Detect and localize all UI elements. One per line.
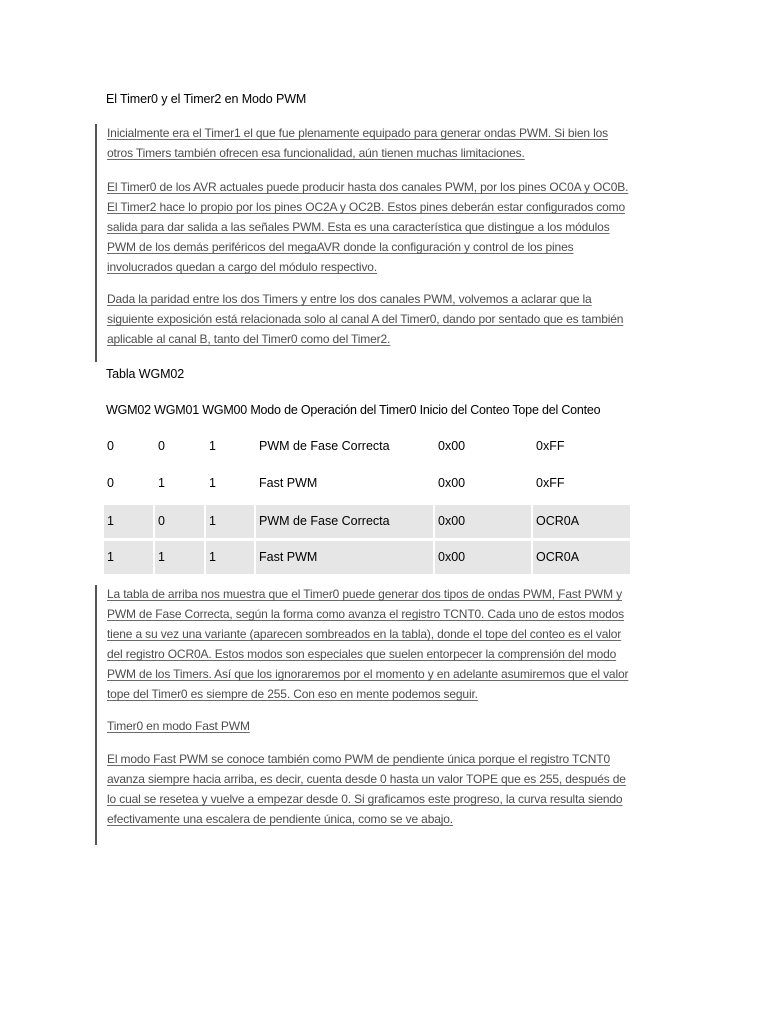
paragraph-timer0-channels: El Timer0 de los AVR actuales puede producir hasta dos canales PWM, por los pines OC0A y OC0B. El Timer2 hace lo propio por los pines OC2A y OC2B. Estos pines deberán estar configurados como salida para dar salida a las señales PWM. Esta es una característica que distingue a los módulos PWM de los demás periféricos del megaAVR donde la configuración y control de los pines involucrados quedan a cargo del módulo respectivo. <box>107 180 629 274</box>
table-row-shaded <box>104 541 630 574</box>
table-cell: 0x00 <box>438 439 466 453</box>
table-cell: 1 <box>155 541 204 574</box>
table-header: WGM02 WGM01 WGM00 Modo de Operación del Timer0 Inicio del Conteo Tope del Conteo <box>106 403 601 417</box>
change-bar-top <box>95 124 97 362</box>
table-row-shaded <box>104 505 630 538</box>
paragraph-fast-pwm: El modo Fast PWM se conoce también como PWM de pendiente única porque el registro TCNT0 avanza siempre hacia arriba, es decir, cuenta desde 0 hasta un valor TOPE que es 255, después de lo cual se resetea y vuelve a empezar desde 0. Si graficamos este progreso, la curva resulta siendo efectivamente una escalera de pendiente única, como se ve abajo. <box>107 752 626 826</box>
table-cell: 1 <box>209 439 216 453</box>
table-cell: 0xFF <box>536 439 565 453</box>
table-cell: PWM de Fase Correcta <box>259 439 390 453</box>
table-cell: 1 <box>206 505 254 538</box>
document-title: El Timer0 y el Timer2 en Modo PWM <box>106 92 307 106</box>
table-cell: OCR0A <box>533 541 630 574</box>
section-heading-fast-pwm: Timer0 en modo Fast PWM <box>107 719 250 733</box>
table-caption: Tabla WGM02 <box>106 367 185 381</box>
table-cell: 0x00 <box>435 505 531 538</box>
paragraph-intro: Inicialmente era el Timer1 el que fue plenamente equipado para generar ondas PWM. Si bien los otros Timers también ofrecen esa funcionalidad, aún tienen muchas limitaciones. <box>107 126 609 160</box>
table-cell: 1 <box>104 541 153 574</box>
table-cell: 0 <box>107 439 114 453</box>
paragraph-parity: Dada la paridad entre los dos Timers y entre los dos canales PWM, volvemos a aclarar que la siguiente exposición está relacionada solo al canal A del Timer0, dando por sentado que es también aplicable al canal B, tanto del Timer0 como del Timer2. <box>107 292 624 346</box>
table-cell: 1 <box>206 541 254 574</box>
table-cell: OCR0A <box>533 505 630 538</box>
table-cell: 0 <box>158 439 165 453</box>
table-row <box>104 467 630 500</box>
table-cell: 0 <box>107 476 114 490</box>
table-cell: PWM de Fase Correcta <box>256 505 433 538</box>
table-cell: 0x00 <box>438 476 466 490</box>
table-cell: 1 <box>104 505 153 538</box>
table-cell: 1 <box>209 476 216 490</box>
paragraph-table-explanation: La tabla de arriba nos muestra que el Timer0 puede generar dos tipos de ondas PWM, Fast PWM y PWM de Fase Correcta, según la forma como avanza el registro TCNT0. Cada uno de estos modos tiene a su vez una variante (aparecen sombreados en la tabla), donde el tope del conteo es el valor del registro OCR0A. Estos modos son especiales que suelen entorpecer la comprensión del modo PWM de los Timers. Así que los ignoraremos por el momento y en adelante asumiremos que el valor tope del Timer0 es siempre de 255. Con eso en mente podemos seguir. <box>107 587 629 701</box>
table-cell: 1 <box>158 476 165 490</box>
table-cell: 0 <box>155 505 204 538</box>
table-row <box>104 430 630 463</box>
table-cell: 0x00 <box>435 541 531 574</box>
table-cell: 0xFF <box>536 476 565 490</box>
table-cell: Fast PWM <box>259 476 318 490</box>
change-bar-bottom <box>95 585 97 845</box>
table-cell: Fast PWM <box>256 541 433 574</box>
